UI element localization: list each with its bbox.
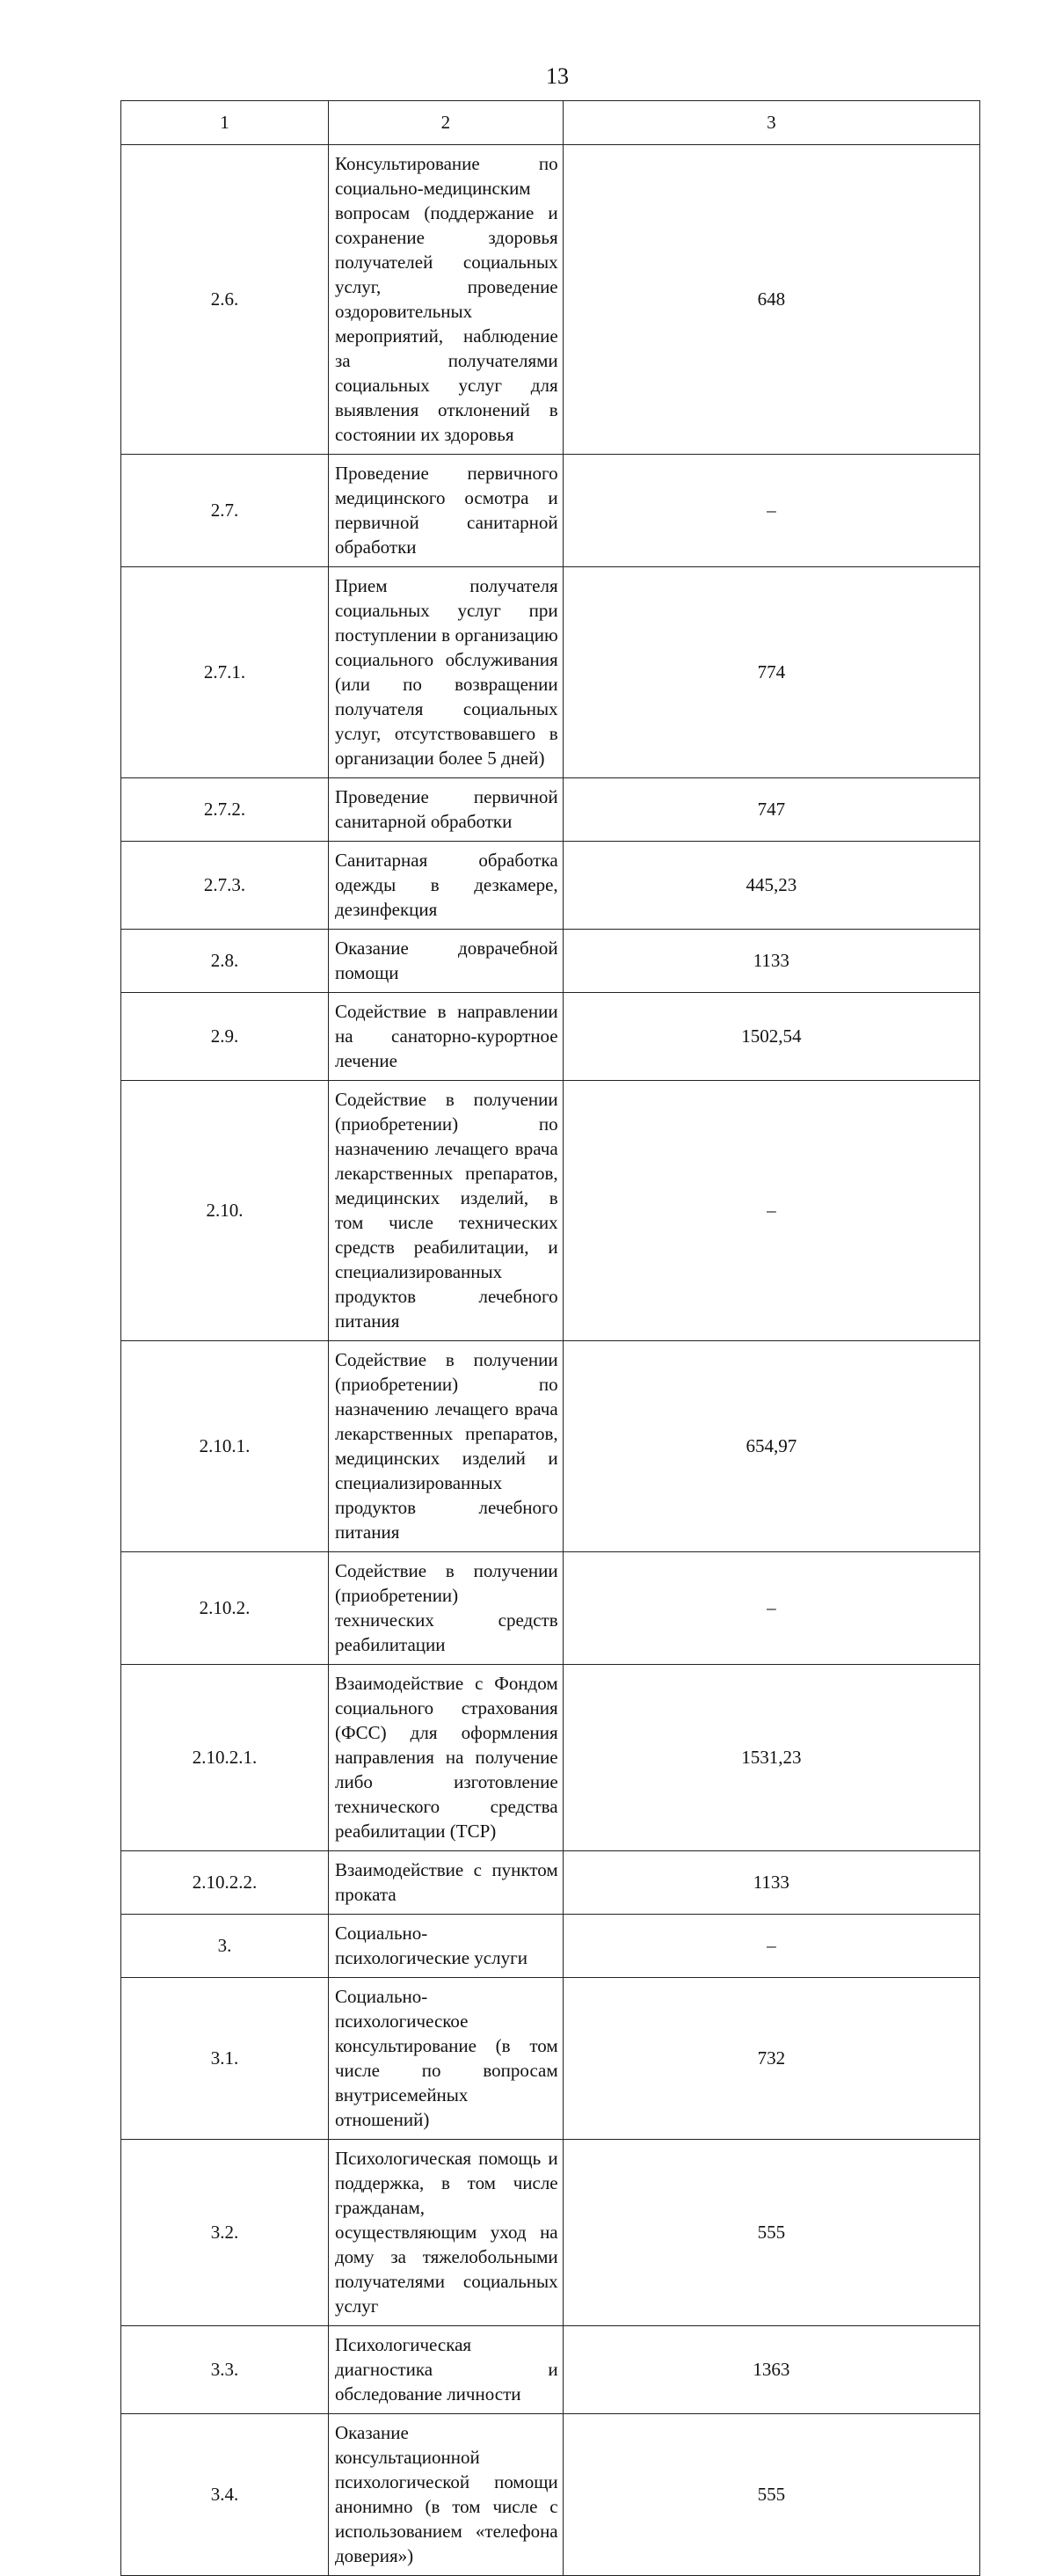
- item-number-cell: 2.10.2.1.: [121, 1665, 329, 1851]
- tariff-cell: –: [563, 1915, 979, 1978]
- service-name-cell: Содействие в направлении на санаторно-курортное лечение: [328, 993, 563, 1081]
- item-number-cell: 3.3.: [121, 2326, 329, 2414]
- table-body: [121, 145, 980, 2576]
- table-row: [121, 2140, 980, 2326]
- table-row: [121, 778, 980, 842]
- table-row: [121, 1665, 980, 1851]
- table-row: [121, 1552, 980, 1665]
- service-name-cell: Содействие в получении (приобретении) по назначению лечащего врача лекарственных препаратов, медицинских изделий, в том числе технических средств реабилитации, и специализированных продуктов лечебного питания: [328, 1081, 563, 1341]
- table-row: [121, 145, 980, 455]
- header-col-2: 2: [328, 101, 563, 145]
- service-name-cell: Прием получателя социальных услуг при поступлении в организацию социального обслуживания (или по возвращении получателя социальных услуг, отсутствовавшего в организации более 5 дней): [328, 567, 563, 778]
- tariff-cell: 648: [563, 145, 979, 455]
- table-row: [121, 1851, 980, 1915]
- service-name-cell: Оказание консультационной психологической помощи анонимно (в том числе с использованием «телефона доверия»): [328, 2414, 563, 2576]
- service-name-cell: Содействие в получении (приобретении) технических средств реабилитации: [328, 1552, 563, 1665]
- tariff-cell: –: [563, 1552, 979, 1665]
- table-header-row: [121, 101, 980, 145]
- service-name-cell: Проведение первичной санитарной обработки: [328, 778, 563, 842]
- services-price-table: [120, 100, 980, 2576]
- item-number-cell: 2.10.1.: [121, 1341, 329, 1552]
- tariff-cell: 1133: [563, 1851, 979, 1915]
- table-row: [121, 993, 980, 1081]
- service-name-cell: Содействие в получении (приобретении) по назначению лечащего врача лекарственных препаратов, медицинских изделий и специализированных продуктов лечебного питания: [328, 1341, 563, 1552]
- item-number-cell: 2.10.2.2.: [121, 1851, 329, 1915]
- item-number-cell: 3.: [121, 1915, 329, 1978]
- item-number-cell: 3.2.: [121, 2140, 329, 2326]
- tariff-cell: 555: [563, 2140, 979, 2326]
- service-name-cell: Психологическая помощь и поддержка, в том числе гражданам, осуществляющим уход на дому за тяжелобольными получателями социальных услуг: [328, 2140, 563, 2326]
- header-col-1: 1: [121, 101, 329, 145]
- item-number-cell: 2.10.: [121, 1081, 329, 1341]
- tariff-cell: 747: [563, 778, 979, 842]
- item-number-cell: 2.8.: [121, 930, 329, 993]
- header-col-3: 3: [563, 101, 979, 145]
- service-name-cell: Взаимодействие с пунктом проката: [328, 1851, 563, 1915]
- table-row: [121, 455, 980, 567]
- service-name-cell: Социально-психологические услуги: [328, 1915, 563, 1978]
- tariff-cell: 654,97: [563, 1341, 979, 1552]
- service-name-cell: Социально-психологическое консультирование (в том числе по вопросам внутрисемейных отношений): [328, 1978, 563, 2140]
- item-number-cell: 2.9.: [121, 993, 329, 1081]
- item-number-cell: 2.7.3.: [121, 842, 329, 930]
- table-row: [121, 1081, 980, 1341]
- item-number-cell: 2.7.: [121, 455, 329, 567]
- item-number-cell: 2.7.1.: [121, 567, 329, 778]
- table-row: [121, 2326, 980, 2414]
- service-name-cell: Санитарная обработка одежды в дезкамере, дезинфекция: [328, 842, 563, 930]
- table-row: [121, 567, 980, 778]
- tariff-cell: 445,23: [563, 842, 979, 930]
- service-name-cell: Оказание доврачебной помощи: [328, 930, 563, 993]
- table-row: [121, 2414, 980, 2576]
- item-number-cell: 3.4.: [121, 2414, 329, 2576]
- tariff-cell: 1133: [563, 930, 979, 993]
- service-name-cell: Психологическая диагностика и обследование личности: [328, 2326, 563, 2414]
- item-number-cell: 3.1.: [121, 1978, 329, 2140]
- tariff-cell: 1502,54: [563, 993, 979, 1081]
- tariff-cell: 774: [563, 567, 979, 778]
- item-number-cell: 2.6.: [121, 145, 329, 455]
- table-row: [121, 1978, 980, 2140]
- service-name-cell: Консультирование по социально-медицинским вопросам (поддержание и сохранение здоровья получателей социальных услуг, проведение оздоровительных мероприятий, наблюдение за получателями социальных услуг для выявления отклонений в состоянии их здоровья: [328, 145, 563, 455]
- tariff-cell: –: [563, 1081, 979, 1341]
- item-number-cell: 2.7.2.: [121, 778, 329, 842]
- tariff-cell: 1363: [563, 2326, 979, 2414]
- tariff-cell: 1531,23: [563, 1665, 979, 1851]
- tariff-cell: –: [563, 455, 979, 567]
- page-number: 13: [546, 63, 569, 89]
- tariff-cell: 732: [563, 1978, 979, 2140]
- tariff-cell: 555: [563, 2414, 979, 2576]
- table-row: [121, 1341, 980, 1552]
- service-name-cell: Взаимодействие с Фондом социального страхования (ФСС) для оформления направления на получение либо изготовление технического средства реабилитации (ТСР): [328, 1665, 563, 1851]
- table-row: [121, 1915, 980, 1978]
- table-row: [121, 930, 980, 993]
- table-row: [121, 842, 980, 930]
- item-number-cell: 2.10.2.: [121, 1552, 329, 1665]
- service-name-cell: Проведение первичного медицинского осмотра и первичной санитарной обработки: [328, 455, 563, 567]
